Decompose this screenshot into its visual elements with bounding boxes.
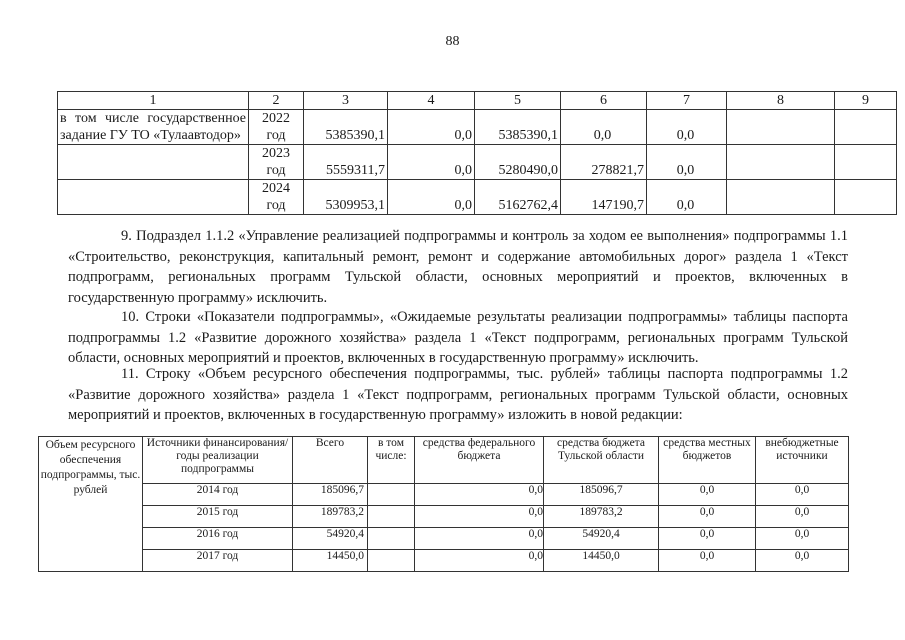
table-cell: 0,0 <box>647 110 727 145</box>
year-cell: 2015 год <box>143 506 293 528</box>
table-cell: 147190,7 <box>561 180 647 215</box>
table-cell: 0,0 <box>415 484 544 506</box>
table-cell: 0,0 <box>756 528 849 550</box>
column-header: 9 <box>835 92 897 110</box>
resource-provision-table <box>38 436 849 572</box>
row-label <box>58 180 249 215</box>
table-cell: 5385390,1 <box>475 110 561 145</box>
table-cell: 0,0 <box>756 506 849 528</box>
column-header: 8 <box>727 92 835 110</box>
table-cell: 185096,7 <box>544 484 659 506</box>
year-cell: 2017 год <box>143 550 293 572</box>
table-cell: 278821,7 <box>561 145 647 180</box>
table-cell: 0,0 <box>756 484 849 506</box>
year-cell: 2023 год <box>249 145 304 180</box>
table-cell: 0,0 <box>388 110 475 145</box>
column-header: средства местных бюджетов <box>659 437 756 484</box>
row-label: в том числе государственное задание ГУ ТО «Тулаавтодор» <box>58 110 249 145</box>
year-cell: 2014 год <box>143 484 293 506</box>
column-header: Источники финансирования/годы реализации подпрограммы <box>143 437 293 484</box>
table-cell <box>835 180 897 215</box>
table-cell: 0,0 <box>388 145 475 180</box>
year-cell: 2024 год <box>249 180 304 215</box>
table-cell: 5162762,4 <box>475 180 561 215</box>
table-row <box>58 180 897 215</box>
year-cell: 2016 год <box>143 528 293 550</box>
table-cell: 0,0 <box>659 484 756 506</box>
table-cell: 0,0 <box>561 110 647 145</box>
table-row <box>39 506 849 528</box>
paragraph-item-10: 10. Строки «Показатели подпрограммы», «Ожидаемые результаты реализации подпрограммы» таблицы паспорта подпрограммы 1.2 «Развитие дорожного хозяйства» раздела 1 «Текст подпрограмм, региональных программ Тульской области, основных мероприятий и проектов, включенных в государственную программу» исключить. <box>68 309 848 366</box>
table-cell: 189783,2 <box>293 506 368 528</box>
table-cell <box>368 506 415 528</box>
table-cell: 5385390,1 <box>304 110 388 145</box>
table-cell: 0,0 <box>659 550 756 572</box>
table-cell: 189783,2 <box>544 506 659 528</box>
column-header: 1 <box>58 92 249 110</box>
table-cell <box>727 145 835 180</box>
table-cell <box>368 484 415 506</box>
table-cell: 14450,0 <box>544 550 659 572</box>
column-header: 3 <box>304 92 388 110</box>
table-cell <box>835 110 897 145</box>
table-cell: 14450,0 <box>293 550 368 572</box>
paragraph-item-9: 9. Подраздел 1.1.2 «Управление реализацией подпрограммы и контроль за ходом ее выполнения» подпрограммы 1.1 «Строительство, реконструкция, капитальный ремонт, ремонт и содержание автомобильных дорог» раздела 1 «Текст подпрограмм, региональных программ Тульской области, основных мероприятий и проектов, включенных в государственную программу» исключить. <box>68 228 848 306</box>
table-cell: 54920,4 <box>293 528 368 550</box>
table-row <box>39 550 849 572</box>
table-cell: 0,0 <box>415 550 544 572</box>
column-header: 6 <box>561 92 647 110</box>
page-number: 88 <box>445 34 460 49</box>
table-cell: 0,0 <box>647 180 727 215</box>
table-cell: 0,0 <box>415 506 544 528</box>
table-cell: 54920,4 <box>544 528 659 550</box>
column-header: Всего <box>293 437 368 484</box>
table-row <box>58 145 897 180</box>
table-row <box>39 484 849 506</box>
budget-continuation-table <box>57 91 897 215</box>
paragraph-item-11: 11. Строку «Объем ресурсного обеспечения подпрограммы, тыс. рублей» таблицы паспорта подпрограммы 1.2 «Развитие дорожного хозяйства» раздела 1 «Текст подпрограмм, региональных программ Тульской области, основных мероприятий и проектов, включенных в государственную программу» изложить в новой редакции: <box>68 366 848 423</box>
table-cell: 5280490,0 <box>475 145 561 180</box>
table-cell: 5559311,7 <box>304 145 388 180</box>
table-cell <box>368 550 415 572</box>
resource-label-cell: Объем ресурсного обеспечения подпрограммы, тыс. рублей <box>39 437 143 572</box>
column-header: 7 <box>647 92 727 110</box>
year-cell: 2022 год <box>249 110 304 145</box>
table-cell: 185096,7 <box>293 484 368 506</box>
table-cell: 0,0 <box>388 180 475 215</box>
table-cell: 0,0 <box>659 528 756 550</box>
table-header-row <box>39 437 849 484</box>
table-row <box>39 528 849 550</box>
column-header: средства федерального бюджета <box>415 437 544 484</box>
table-cell: 0,0 <box>647 145 727 180</box>
column-header: 2 <box>249 92 304 110</box>
column-header: 5 <box>475 92 561 110</box>
column-header: средства бюджета Тульской области <box>544 437 659 484</box>
table-cell: 0,0 <box>415 528 544 550</box>
table-header-row <box>58 92 897 110</box>
column-header: внебюджетные источники <box>756 437 849 484</box>
table-cell: 0,0 <box>756 550 849 572</box>
table-cell <box>727 110 835 145</box>
row-label <box>58 145 249 180</box>
table-cell <box>835 145 897 180</box>
table-row <box>58 110 897 145</box>
column-header: 4 <box>388 92 475 110</box>
column-header: в том числе: <box>368 437 415 484</box>
table-cell: 5309953,1 <box>304 180 388 215</box>
table-cell <box>368 528 415 550</box>
table-cell: 0,0 <box>659 506 756 528</box>
table-cell <box>727 180 835 215</box>
